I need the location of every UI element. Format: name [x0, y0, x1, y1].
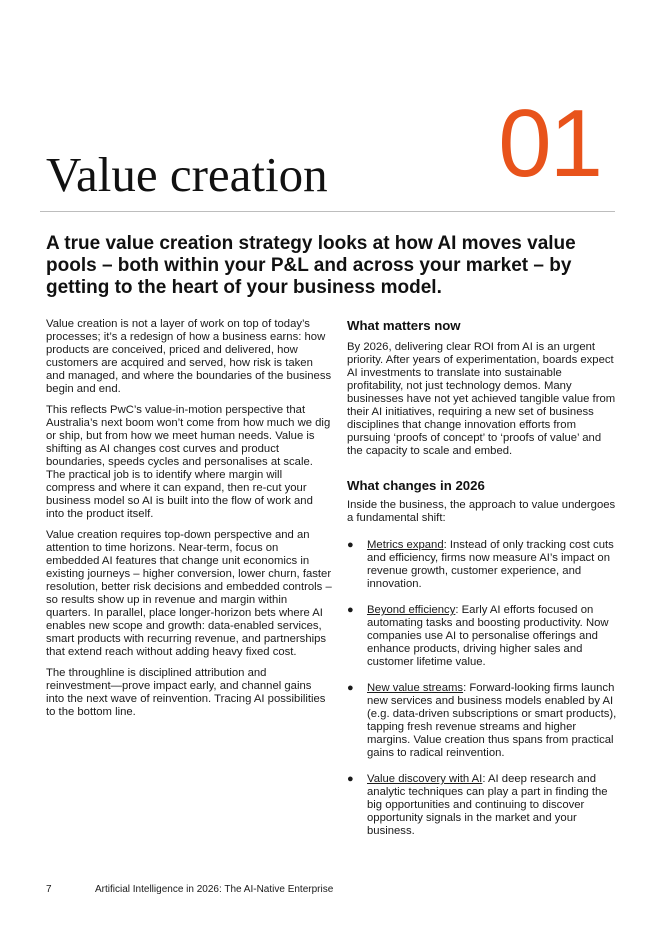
body-paragraph: This reflects PwC’s value-in-motion perspective that Australia’s next boom won’t come from how much we dig or ship, but from how we meet human needs. Value is shifting as AI changes cost curves and product boundaries, speeds cycles and personalises at scale. The practical job is to identify where margin will compress and where it can expand, then re-cut your business model so AI is built into the flow of work and into the product itself. — [46, 404, 331, 520]
list-item — [347, 539, 617, 591]
lead-statement: A true value creation strategy looks at how AI moves value pools – both within your P&L and across your market – by getting to the heart of your business model. — [46, 233, 576, 298]
list-item-text: : Instead of only tracking cost cuts and efficiency, firms now measure AI’s impact on revenue growth, customer experience, and innovation. — [367, 539, 614, 590]
list-item-text: : Early AI efforts focused on automating tasks and boosting productivity. Now companies use AI to personalise offerings and enhance products, driving higher sales and customer lifetime value. — [367, 604, 609, 668]
footer-page-number: 7 — [46, 884, 52, 895]
bullet-icon: ● — [347, 604, 354, 616]
list-item-term: Metrics expand — [367, 539, 444, 551]
list-item — [347, 604, 617, 669]
shift-list — [347, 539, 617, 838]
left-column — [46, 318, 332, 727]
list-item-text: : AI deep research and analytic techniques can play a part in finding the big opportunities and continuing to discover opportunity signals in the market and your business. — [367, 773, 608, 837]
list-item-text: : Forward-looking firms launch new services and business models enabled by AI (e.g. data-driven subscriptions or smart products), tapping fresh revenue streams and higher margins. Value creation thus spans from practical gains to radical reinvention. — [367, 682, 617, 759]
section-heading-what-matters-now: What matters now — [347, 318, 461, 333]
section-body: By 2026, delivering clear ROI from AI is an urgent priority. After years of experimentation, boards expect AI investments to translate into sustainable profitability, not just technology demos. Many businesses have not yet achieved tangible value from their AI initiatives, requiring a new set of business disciplines that change innovation efforts from pursuing ‘proofs of concept’ to ‘proofs of value’ and the capacity to scale and embed. — [347, 341, 616, 457]
list-item-term: Beyond efficiency — [367, 604, 456, 616]
list-item-term: New value streams — [367, 682, 464, 694]
section-intro: Inside the business, the approach to value undergoes a fundamental shift: — [347, 499, 616, 524]
body-paragraph: Value creation is not a layer of work on top of today’s processes; it’s a redesign of how a business earns: how products are conceived, priced and delivered, how customers are acquired and served, how risk is taken and managed, and where the boundaries of the business begin and end. — [46, 318, 332, 395]
bullet-icon: ● — [347, 539, 354, 551]
list-item-term: Value discovery with AI — [367, 773, 483, 785]
list-item — [347, 773, 617, 838]
right-column — [347, 318, 617, 851]
page-title: Value creation — [46, 146, 328, 202]
body-paragraph: Value creation requires top-down perspective and an attention to time horizons. Near-term, focus on embedded AI features that change unit economics in existing journeys – higher conversion, lower churn, faster resolution, better risk decisions and embedded controls – so results show up in revenue and margin within quarters. In parallel, place longer-horizon bets where AI enables new scope and growth: data-enabled services, smart products with recurring revenue, and partnerships that extend reach without adding heavy fixed cost. — [46, 529, 332, 658]
body-paragraph: The throughline is disciplined attribution and reinvestment—prove impact early, and channel gains into the next wave of reinvention. Tracing AI possibilities to the bottom line. — [46, 667, 326, 718]
footer-document-title: Artificial Intelligence in 2026: The AI-Native Enterprise — [95, 884, 334, 895]
chapter-number: 01 — [498, 90, 601, 197]
header-divider — [40, 211, 615, 212]
bullet-icon: ● — [347, 682, 354, 694]
list-item — [347, 682, 617, 760]
bullet-icon: ● — [347, 773, 354, 785]
section-heading-what-changes: What changes in 2026 — [347, 478, 485, 493]
